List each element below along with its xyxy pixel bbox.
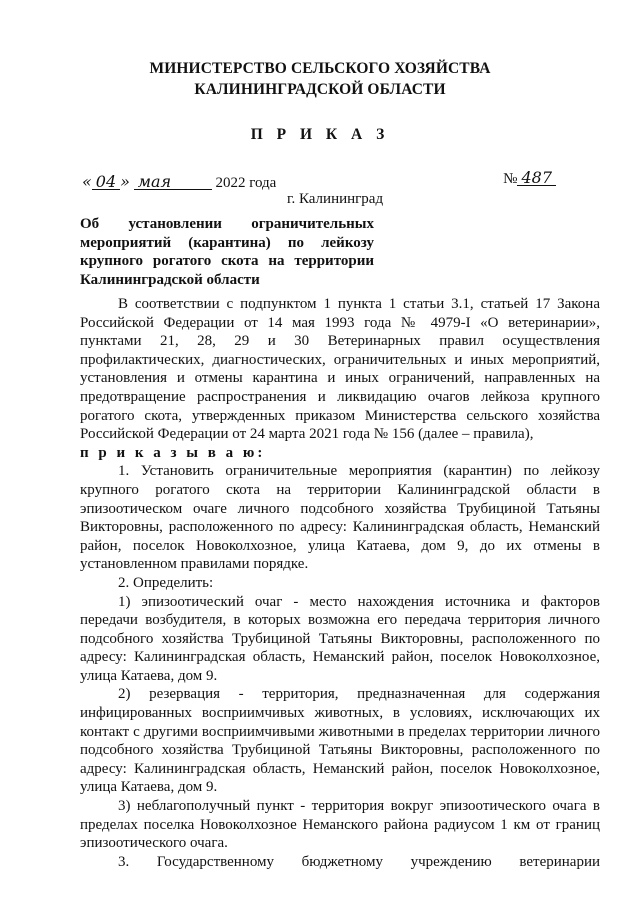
order-title: П Р И К А З	[250, 126, 390, 143]
ministry-header-line2: КАЛИНИНГРАДСКОЙ ОБЛАСТИ	[194, 81, 446, 98]
date-close-quote: »	[120, 172, 130, 191]
date-day: 04	[92, 174, 120, 190]
item-2: 2. Определить:	[118, 574, 214, 591]
order-date	[82, 172, 276, 192]
item-3: 3. Государственному бюджетному учреждению ветеринарии	[118, 853, 600, 870]
order-city: г. Калининград	[287, 191, 384, 207]
date-year: 2022 года	[215, 175, 277, 191]
item-2-2: 2) резервация - территория, предназначенная для содержания инфицированных восприимчивых животных, в условиях, исключающих их контакт с другими восприимчивыми животными в пределах территории личного подсобного хозяйства Трубициной Татьяны Викторовны, расположенного по адресу: Калининградская область, Неманский район, поселок Новоколхозное, улица Катаева, дом 9.	[80, 686, 600, 796]
ministry-header	[0, 58, 640, 100]
date-month: мая	[134, 174, 212, 190]
order-number-value: 487	[517, 170, 556, 186]
order-number-prefix: №	[503, 171, 518, 187]
order-subject: Об установлении ограничительных мероприятий (карантина) по лейкозу крупного рогатого скота на территории Калининградской области	[80, 216, 374, 288]
body-intro: В соответствии с подпунктом 1 пункта 1 статьи 3.1, статьей 17 Закона Российской Федерации от 14 мая 1993 года № 4979-I «О ветеринарии», пунктами 21, 28, 29 и 30 Ветеринарных правил осуществления профилактических, диагностических, ограничительных и иных мероприятий, установления и отмены карантина и иных ограничений, направленных на предотвращение распространения и ликвидацию очагов лейкоза крупного рогатого скота, утвержденных приказом Министерства сельского хозяйства Российской Федерации от 24 марта 2021 года № 156 (далее – правила),	[80, 296, 600, 443]
decree-word: п р и к а з ы в а ю:	[80, 444, 266, 461]
item-1: 1. Установить ограничительные мероприятия (карантин) по лейкозу крупного рогатого скота на территории Калининградской области в эпизоотическом очаге личного подсобного хозяйства Трубициной Татьяны Викторовны, расположенного по адресу: Калининградская область, Неманский район, поселок Новоколхозное, улица Катаева, дом 9, до их отмены в установленном правилами порядке.	[80, 463, 600, 573]
date-open-quote: «	[82, 172, 92, 191]
item-2-1: 1) эпизоотический очаг - место нахождения источника и факторов передачи возбудителя, в которых возможна его передача территория личного подсобного хозяйства Трубициной Татьяны Викторовны, расположенного по адресу: Калининградская область, Неманский район, поселок Новоколхозное, улица Катаева, дом 9.	[80, 593, 600, 684]
item-2-3: 3) неблагополучный пункт - территория вокруг эпизоотического очага в пределах поселка Новоколхозное Неманского района радиусом 1 км от границ эпизоотического очага.	[80, 798, 600, 852]
order-number	[503, 170, 556, 188]
order-body	[80, 295, 600, 871]
ministry-header-line1: МИНИСТЕРСТВО СЕЛЬСКОГО ХОЗЯЙСТВА	[149, 60, 491, 77]
